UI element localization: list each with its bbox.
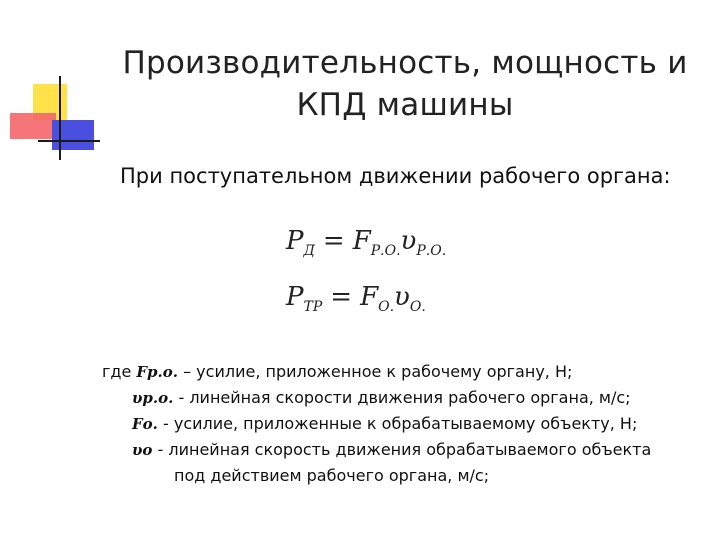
slide-title bbox=[110, 42, 700, 126]
formula-symbol: P bbox=[286, 282, 304, 312]
formula-symbol: υ bbox=[394, 282, 410, 312]
formula-subscript: Р.О. bbox=[416, 243, 447, 259]
definition-text: - линейная скорость движения обрабатываемого объекта bbox=[157, 440, 652, 459]
title-line-2: КПД машины bbox=[296, 87, 514, 123]
formula-subscript: О. bbox=[409, 299, 426, 315]
equals-sign: = bbox=[330, 282, 353, 312]
formula-subscript: О. bbox=[378, 299, 395, 315]
definition-line: под действием рабочего органа, м/с; bbox=[174, 466, 490, 485]
formula-symbol: υ bbox=[400, 226, 417, 256]
formula-power-drive bbox=[286, 226, 446, 282]
definition-line bbox=[102, 411, 651, 437]
formula-subscript: ТР bbox=[303, 299, 323, 315]
definition-symbol: Fо. bbox=[132, 415, 158, 433]
formula-subscript: Р.О. bbox=[370, 243, 401, 259]
formula-block bbox=[286, 226, 446, 338]
definition-text: - усилие, приложенные к обрабатываемому объекту, Н; bbox=[162, 414, 638, 433]
definition-line bbox=[102, 385, 651, 411]
formula-symbol: P bbox=[286, 226, 304, 256]
deco-red-square bbox=[10, 113, 56, 139]
definition-symbol: υр.о. bbox=[132, 389, 174, 407]
definition-text: - линейная скорости движения рабочего органа, м/с; bbox=[178, 388, 631, 407]
title-line-1: Производительность, мощность и bbox=[122, 45, 688, 81]
formula-power-technological bbox=[286, 282, 446, 338]
deco-blue-square bbox=[52, 120, 94, 150]
definition-symbol: υо bbox=[132, 441, 153, 459]
definition-text: – усилие, приложенное к рабочему органу, Н; bbox=[183, 362, 573, 381]
definition-prefix: где bbox=[102, 362, 132, 381]
formula-symbol: F bbox=[360, 282, 379, 312]
slide-decoration bbox=[0, 0, 110, 170]
slide-subtitle: При поступательном движении рабочего органа: bbox=[120, 164, 671, 188]
formula-subscript: Д bbox=[303, 243, 315, 259]
definition-line bbox=[102, 437, 651, 463]
definition-symbol: Fр.о. bbox=[136, 363, 178, 381]
equals-sign: = bbox=[322, 226, 345, 256]
formula-symbol: F bbox=[352, 226, 371, 256]
definitions-list bbox=[102, 359, 651, 489]
definition-line bbox=[102, 359, 651, 385]
